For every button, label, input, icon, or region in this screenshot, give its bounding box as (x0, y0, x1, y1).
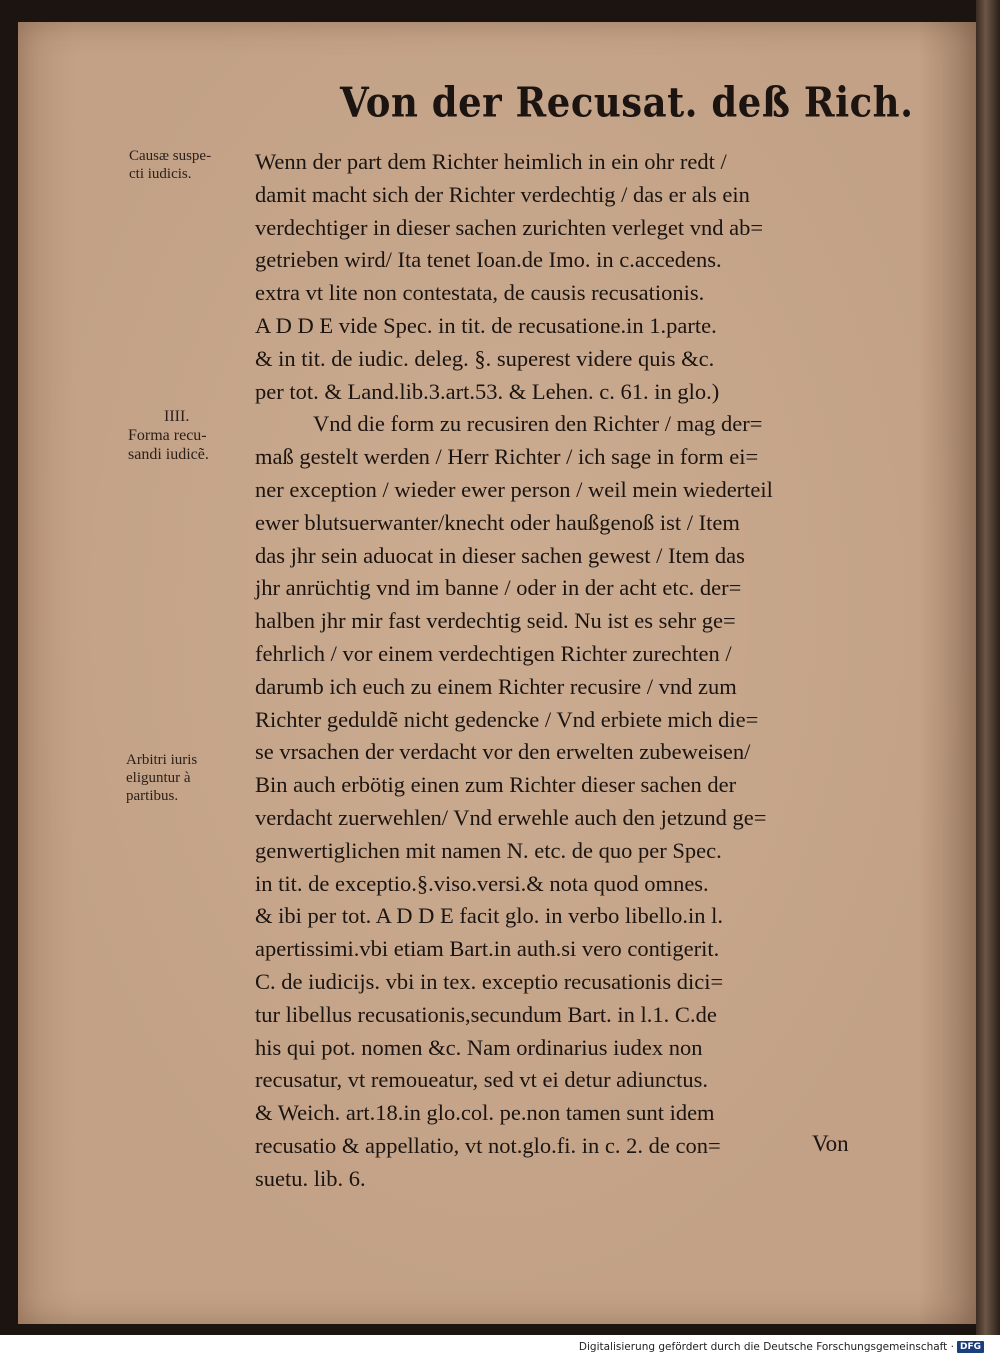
text-line: & Weich. art.18.in glo.col. pe.non tamen sunt idem (255, 1100, 715, 1126)
margin-note-line: Forma recu- (128, 427, 207, 444)
text-line: recusatio & appellatio, vt not.glo.fi. in c. 2. de con= (255, 1132, 721, 1158)
text-line: recusatur, vt remoueatur, sed vt ei detur adiunctus. (255, 1067, 709, 1093)
text-line: ewer blutsuerwanter/knecht oder haußgenoß ist / Item (255, 509, 740, 535)
text-line: & in tit. de iudic. deleg. §. superest videre quis &c. (255, 345, 715, 371)
margin-note-arbitri (126, 751, 197, 805)
text-line: tur libellus recusationis,secundum Bart. in l.1. C.de (255, 1001, 717, 1027)
margin-note-line: IIII. (164, 408, 190, 425)
text-line: Wenn der part dem Richter heimlich in ein ohr redt / (255, 149, 727, 174)
running-head: Von der Recusat. deß Rich. (340, 77, 914, 127)
text-line: das jhr sein aduocat in dieser sachen gewest / Item das (255, 542, 745, 568)
text-line: se vrsachen der verdacht vor den erwelten zubeweisen/ (255, 739, 751, 765)
text-line: damit macht sich der Richter verdechtig / das er als ein (255, 181, 750, 207)
text-line: suetu. lib. 6. (255, 1165, 366, 1191)
footer-text: Digitalisierung gefördert durch die Deutsche Forschungsgemeinschaft · (578, 1341, 954, 1353)
text-line: verdacht zuerwehlen/ Vnd erwehle auch den jetzund ge= (255, 804, 767, 830)
margin-note-line: cti iudicis. (129, 166, 192, 182)
text-line: jhr anrüchtig vnd im banne / oder in der acht etc. der= (255, 575, 742, 601)
text-line: darumb ich euch zu einem Richter recusire / vnd zum (255, 673, 737, 699)
text-line: per tot. & Land.lib.3.art.53. & Lehen. c. 61. in glo.) (255, 378, 720, 404)
text-line: ner exception / wieder ewer person / weil mein wiederteil (255, 476, 773, 502)
text-line: genwertiglichen mit namen N. etc. de quo per Spec. (255, 837, 722, 863)
text-line: Bin auch erbötig einen zum Richter dieser sachen der (255, 772, 737, 798)
text-line: verdechtiger in dieser sachen zurichten verleget vnd ab= (255, 214, 764, 240)
text-line: extra vt lite non contestata, de causis recusationis. (255, 280, 705, 306)
book-spine (976, 0, 1000, 1335)
text-line: & ibi per tot. A D D E facit glo. in verbo libello.in l. (255, 903, 724, 929)
text-line: getrieben wird/ Ita tenet Ioan.de Imo. in c.accedens. (255, 247, 722, 273)
margin-note-forma (128, 407, 209, 464)
text-line: apertissimi.vbi etiam Bart.in auth.si vero contigerit. (255, 936, 720, 962)
dfg-logo-icon: DFG (957, 1341, 984, 1353)
catchword: Von (812, 1131, 849, 1156)
text-line: Vnd die form zu recusiren den Richter / mag der= (313, 411, 763, 437)
text-line: halben jhr mir fast verdechtig seid. Nu ist es sehr ge= (255, 608, 736, 634)
body-text (255, 146, 895, 1196)
margin-note-causae (129, 147, 211, 183)
text-line: maß gestelt werden / Herr Richter / ich sage in form ei= (255, 444, 759, 470)
text-line: A D D E vide Spec. in tit. de recusatione.in 1.parte. (255, 312, 717, 338)
margin-note-line: partibus. (126, 788, 179, 804)
text-line: fehrlich / vor einem verdechtigen Richter zurechten / (255, 640, 732, 666)
text-line: Richter geduldẽ nicht gedencke / Vnd erbiete mich die= (255, 706, 759, 732)
margin-note-line: sandi iudicẽ. (128, 446, 209, 463)
text-line: C. de iudicijs. vbi in tex. exceptio recusationis dici= (255, 968, 724, 994)
footer-credit (579, 1341, 984, 1353)
text-line: in tit. de exceptio.§.viso.versi.& nota quod omnes. (255, 870, 709, 896)
margin-note-line: Arbitri iuris (126, 752, 198, 768)
margin-note-line: eliguntur à (126, 770, 191, 786)
margin-note-line: Causæ suspe- (129, 148, 212, 164)
text-line: his qui pot. nomen &c. Nam ordinarius iudex non (255, 1034, 703, 1060)
